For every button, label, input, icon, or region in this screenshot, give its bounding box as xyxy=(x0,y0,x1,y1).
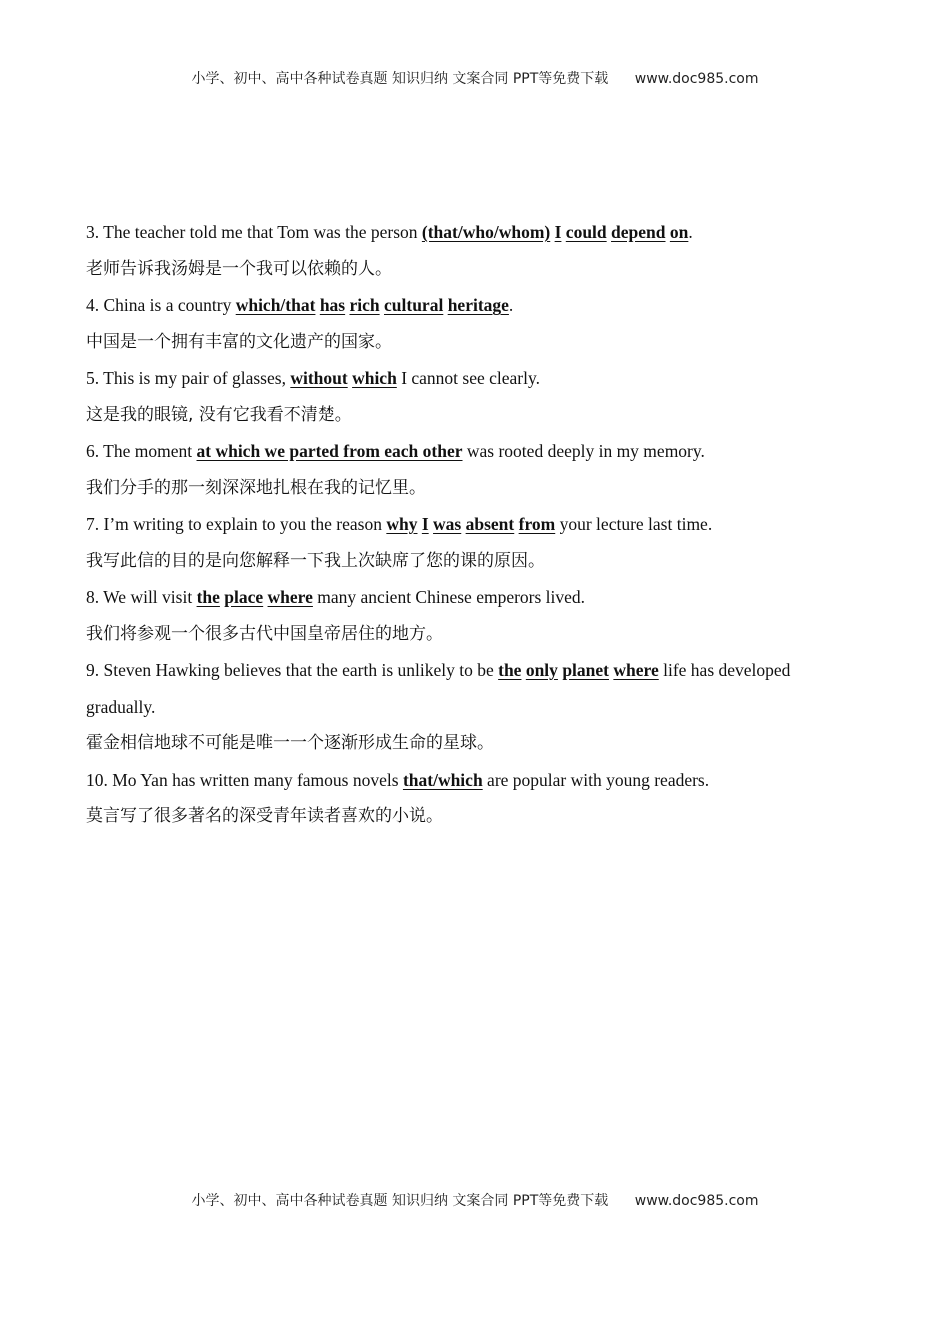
translation-zh-7: 我写此信的目的是向您解释一下我上次缺席了您的课的原因。 xyxy=(86,550,545,571)
sentence-en-5 xyxy=(86,360,876,397)
answer-blank: from xyxy=(518,514,556,534)
sentence-en-6 xyxy=(86,433,876,470)
answer-blank: which xyxy=(352,368,397,388)
sentence-en-3 xyxy=(86,214,876,251)
answer-blank: why xyxy=(386,514,418,534)
answer-blank: could xyxy=(565,222,607,242)
answer-blank: was xyxy=(433,514,462,534)
answer-blank: without xyxy=(290,368,348,388)
sentence-text: . xyxy=(688,222,693,242)
sentence-en-4 xyxy=(86,287,876,324)
translation-zh-6: 我们分手的那一刻深深地扎根在我的记忆里。 xyxy=(86,477,426,498)
sentence-text: . xyxy=(508,295,514,315)
sentence-text: 4. China is a country xyxy=(86,295,236,315)
sentence-text: 8. We will visit xyxy=(86,587,197,607)
answer-blank: place xyxy=(224,587,264,607)
sentence-text: I cannot see clearly. xyxy=(396,368,540,388)
sentence-text: 10. Mo Yan has written many famous novels xyxy=(86,769,403,790)
translation-zh-5: 这是我的眼镜, 没有它我看不清楚。 xyxy=(86,404,352,425)
answer-blank: on xyxy=(669,222,689,242)
answer-blank: that/which xyxy=(402,769,483,790)
sentence-en-9-continued: gradually. xyxy=(86,696,156,717)
exercise-content xyxy=(86,214,876,835)
answer-blank: where xyxy=(267,587,313,607)
header-text: 小学、初中、高中各种试卷真题 知识归纳 文案合同 PPT等免费下载 xyxy=(191,71,609,87)
answer-blank: rich xyxy=(349,295,380,315)
sentence-text: many ancient Chinese emperors lived. xyxy=(312,587,586,607)
translation-zh-3: 老师告诉我汤姆是一个我可以依赖的人。 xyxy=(86,258,392,279)
translation-zh-10: 莫言写了很多著名的深受青年读者喜欢的小说。 xyxy=(86,806,443,826)
answer-blank: where xyxy=(613,660,659,680)
answer-blank: I xyxy=(554,222,562,242)
footer-text: 小学、初中、高中各种试卷真题 知识归纳 文案合同 PPT等免费下载 xyxy=(191,1193,609,1209)
footer-url: www.doc985.com xyxy=(634,1193,759,1209)
answer-blank: cultural xyxy=(384,295,444,315)
answer-blank: only xyxy=(525,660,558,680)
page-footer xyxy=(0,1190,950,1210)
translation-zh-4: 中国是一个拥有丰富的文化遗产的国家。 xyxy=(86,331,392,352)
answer-blank: planet xyxy=(562,660,609,680)
sentence-text: 9. Steven Hawking believes that the earth is unlikely to be xyxy=(86,660,499,680)
answer-blank: the xyxy=(196,587,220,607)
sentence-text: your lecture last time. xyxy=(555,514,713,534)
sentence-text: are popular with young readers. xyxy=(482,769,710,790)
answer-blank: at which we parted from each other xyxy=(196,441,463,461)
answer-blank: heritage xyxy=(447,295,509,315)
sentence-text: 5. This is my pair of glasses, xyxy=(86,368,291,388)
page-header xyxy=(0,68,950,88)
sentence-en-10 xyxy=(86,762,876,799)
answer-blank: has xyxy=(319,295,346,315)
sentence-en-8 xyxy=(86,579,876,616)
header-url: www.doc985.com xyxy=(634,71,759,87)
answer-blank: which/that xyxy=(235,295,316,315)
answer-blank: (that/who/whom) xyxy=(421,222,551,242)
answer-blank: depend xyxy=(611,222,666,242)
sentence-text: 6. The moment xyxy=(86,441,197,461)
translation-zh-9: 霍金相信地球不可能是唯一一个逐渐形成生命的星球。 xyxy=(86,733,494,753)
sentence-en-9 xyxy=(86,652,876,689)
answer-blank: I xyxy=(421,514,429,534)
translation-zh-8: 我们将参观一个很多古代中国皇帝居住的地方。 xyxy=(86,623,443,644)
sentence-text: 3. The teacher told me that Tom was the person xyxy=(86,222,422,242)
answer-blank: the xyxy=(498,660,522,680)
sentence-en-7 xyxy=(86,506,876,543)
sentence-text: was rooted deeply in my memory. xyxy=(462,441,705,461)
sentence-text: life has developed xyxy=(658,660,791,680)
sentence-text: 7. I’m writing to explain to you the reason xyxy=(86,514,387,534)
answer-blank: absent xyxy=(465,514,515,534)
